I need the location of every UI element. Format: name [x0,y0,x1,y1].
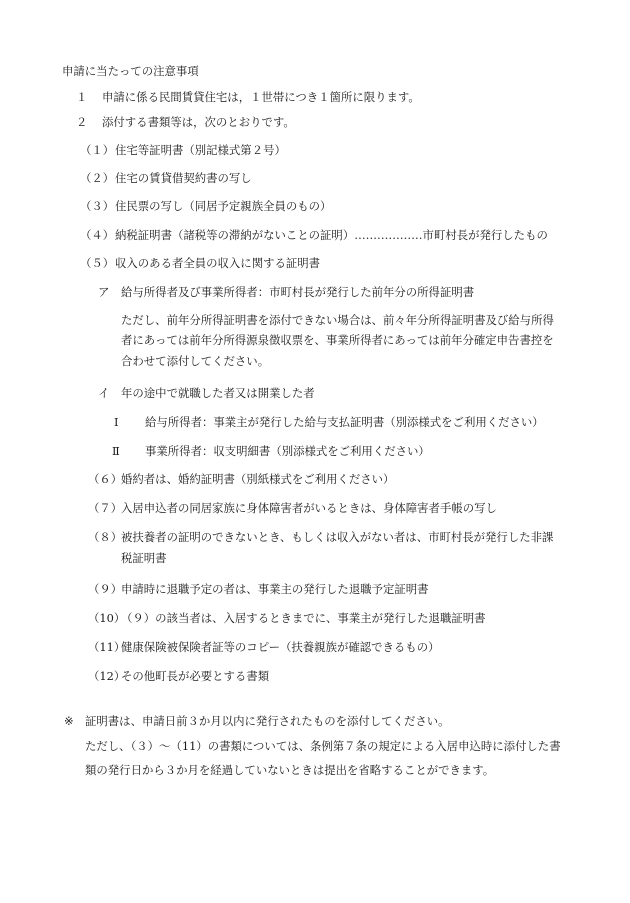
doc-11-number: （11） [88,640,126,654]
doc-10-number: （10） [88,611,126,625]
doc-3-number: （３） [80,199,115,213]
doc-9-text: 申請時に退職予定の者は、事業主の発行した退職予定証明書 [121,582,429,596]
doc-6-text: 婚約者は、婚約証明書（別紙様式をご利用ください） [121,472,395,486]
item-2-number: ２ [76,115,88,129]
doc-8-number: （８） [88,530,123,544]
item-1-number: １ [76,90,88,104]
roman-1-text: 給与所得者：事業主が発行した給与支払証明書（別添様式をご利用ください） [145,415,544,429]
doc-12-number: （12） [88,669,126,683]
doc-1-text: 住宅等証明書（別記様式第２号） [115,143,286,157]
doc-10-text: （９）の該当者は、入居するときまでに、事業主が発行した退職証明書 [121,611,486,625]
doc-9-number: （９） [88,582,123,596]
item-2-text: 添付する書類等は，次のとおりです。 [102,115,295,129]
sub-a-note-line-2: 者にあっては前年分所得源泉徴収票を、事業所得者にあっては前年分確定申告書控を [121,333,554,347]
doc-4-number: （４） [80,228,115,242]
doc-8-text: 被扶養者の証明のできないとき、もしくは収入がない者は、市町村長が発行した非課 [121,530,554,544]
doc-7-number: （７） [88,501,123,515]
note-mark: ※ [64,714,74,728]
doc-2-text: 住宅の賃貸借契約書の写し [115,171,252,185]
sub-a-text: 給与所得者及び事業所得者：市町村長が発行した前年分の所得証明書 [121,285,475,299]
doc-4-text: 納税証明書（諸税等の滞納がないことの証明）………………市町村長が発行したもの [115,228,548,242]
doc-8-text-continued: 税証明書 [121,551,167,565]
roman-1-marker: Ⅰ [114,415,119,429]
doc-12-text: その他町長が必要とする書類 [121,669,270,683]
note-line-1: 証明書は、申請日前３か月以内に発行されたものを添付してください。 [85,714,450,728]
doc-1-number: （１） [80,143,115,157]
item-1-text: 申請に係る民間賃貸住宅は，１世帯につき１箇所に限ります。 [102,90,420,104]
doc-2-number: （２） [80,171,115,185]
sub-i-text: 年の途中で就職した者又は開業した者 [121,386,315,400]
doc-11-text: 健康保険被保険者証等のコピー（扶養親族が確認できるもの） [121,640,440,654]
doc-3-text: 住民票の写し（同居予定親族全員のもの） [115,199,332,213]
note-line-2: ただし、（３）～（11）の書類については、条例第７条の規定による入居申込時に添付した書 [85,739,561,753]
roman-2-text: 事業所得者：収支明細書（別添様式をご利用ください） [145,444,430,458]
sub-a-note-line-3: 合わせて添付してください。 [121,354,270,368]
page-heading: 申請に当たっての注意事項 [62,64,199,78]
sub-a-note-line-1: ただし、前年分所得証明書を添付できない場合は、前々年分所得証明書及び給与所得 [121,313,554,327]
doc-5-text: 収入のある者全員の収入に関する証明書 [115,256,321,270]
doc-5-number: （５） [80,256,115,270]
doc-7-text: 入居申込者の同居家族に身体障害者がいるときは、身体障害者手帳の写し [121,501,497,515]
sub-i-marker: イ [98,386,110,400]
note-line-3: 類の発行日から３か月を経過していないときは提出を省略することができます。 [85,763,495,777]
sub-a-marker: ア [98,285,110,299]
doc-6-number: （６） [88,472,123,486]
roman-2-marker: Ⅱ [112,444,120,458]
